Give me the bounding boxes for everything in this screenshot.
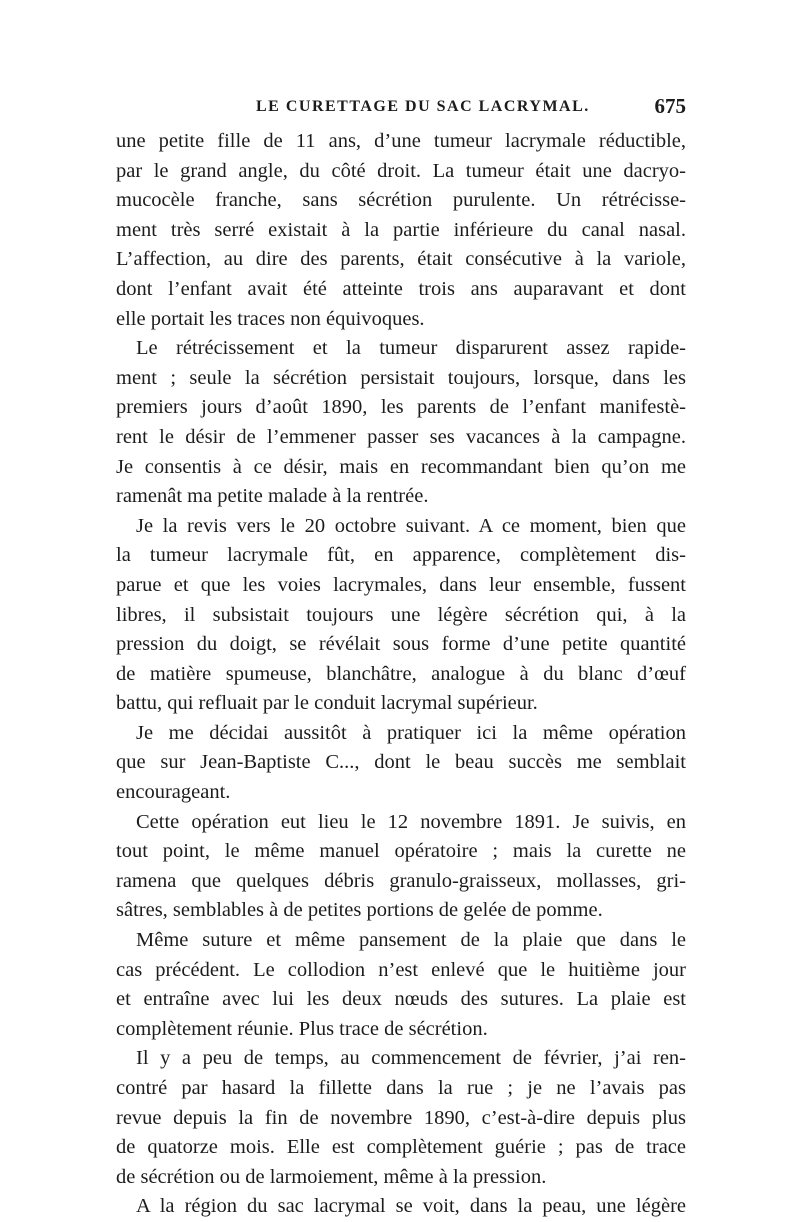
text-line: tout point, le même manuel opératoire ; mais la curette ne	[116, 840, 686, 863]
text-line: ramenât ma petite malade à la rentrée.	[116, 485, 429, 508]
text-line: la tumeur lacrymale fût, en apparence, complètement dis-	[116, 544, 686, 567]
running-head	[116, 94, 686, 124]
text-line: que sur Jean-Baptiste C..., dont le beau succès me semblait	[116, 751, 686, 774]
text-line: elle portait les traces non équivoques.	[116, 307, 425, 330]
text-line: par le grand angle, du côté droit. La tumeur était une dacryo-	[116, 159, 686, 182]
text-line: L’affection, au dire des parents, était consécutive à la variole,	[116, 248, 686, 271]
paragraph-first-line: Cette opération eut lieu le 12 novembre 1891. Je suivis, en	[136, 810, 686, 833]
text-line: premiers jours d’août 1890, les parents de l’enfant manifestè-	[116, 396, 686, 419]
text-line: de quatorze mois. Elle est complètement guérie ; pas de trace	[116, 1136, 686, 1159]
text-line: encourageant.	[116, 781, 231, 804]
text-line: ment ; seule la sécrétion persistait toujours, lorsque, dans les	[116, 366, 686, 389]
paragraph-first-line: Le rétrécissement et la tumeur disparurent assez rapide-	[136, 337, 686, 360]
text-line: ment très serré existait à la partie inférieure du canal nasal.	[116, 218, 686, 241]
text-line: et entraîne avec lui les deux nœuds des sutures. La plaie est	[116, 988, 686, 1011]
body-text	[116, 127, 686, 1222]
text-line: revue depuis la fin de novembre 1890, c’est-à-dire depuis plus	[116, 1106, 686, 1129]
text-line: Je consentis à ce désir, mais en recommandant bien qu’on me	[116, 455, 686, 478]
text-line: de sécrétion ou de larmoiement, même à la pression.	[116, 1165, 547, 1188]
paragraph-first-line: Il y a peu de temps, au commencement de février, j’ai ren-	[136, 1047, 686, 1070]
paragraph-first-line: Je me décidai aussitôt à pratiquer ici la même opération	[136, 721, 686, 744]
text-line: libres, il subsistait toujours une légère sécrétion qui, à la	[116, 603, 686, 626]
text-line: battu, qui refluait par le conduit lacrymal supérieur.	[116, 692, 538, 715]
paragraph-first-line: Je la revis vers le 20 octobre suivant. A ce moment, bien que	[136, 514, 686, 537]
text-line: mucocèle franche, sans sécrétion purulente. Un rétrécisse-	[116, 189, 686, 212]
page-number: 675	[654, 94, 686, 118]
text-line: parue et que les voies lacrymales, dans leur ensemble, fussent	[116, 573, 686, 596]
paragraph-first-line: A la région du sac lacrymal se voit, dans la peau, une légère	[136, 1195, 686, 1218]
text-line: rent le désir de l’emmener passer ses vacances à la campagne.	[116, 425, 686, 448]
text-line: pression du doigt, se révélait sous forme d’une petite quantité	[116, 633, 686, 656]
text-line: de matière spumeuse, blanchâtre, analogue à du blanc d’œuf	[116, 662, 686, 685]
text-line: sâtres, semblables à de petites portions de gelée de pomme.	[116, 899, 603, 922]
text-line: cas précédent. Le collodion n’est enlevé que le huitième jour	[116, 958, 686, 981]
text-line: dont l’enfant avait été atteinte trois ans auparavant et dont	[116, 277, 686, 300]
text-line: complètement réunie. Plus trace de sécrétion.	[116, 1017, 488, 1040]
text-line: ramena que quelques débris granulo-graisseux, mollasses, gri-	[116, 869, 686, 892]
paragraph-first-line: Même suture et même pansement de la plaie que dans le	[136, 929, 686, 952]
running-head-title: LE CURETTAGE DU SAC LACRYMAL.	[256, 98, 590, 115]
text-line: contré par hasard la fillette dans la rue ; je ne l’avais pas	[116, 1077, 686, 1099]
text-line: une petite fille de 11 ans, d’une tumeur lacrymale réductible,	[116, 130, 686, 152]
